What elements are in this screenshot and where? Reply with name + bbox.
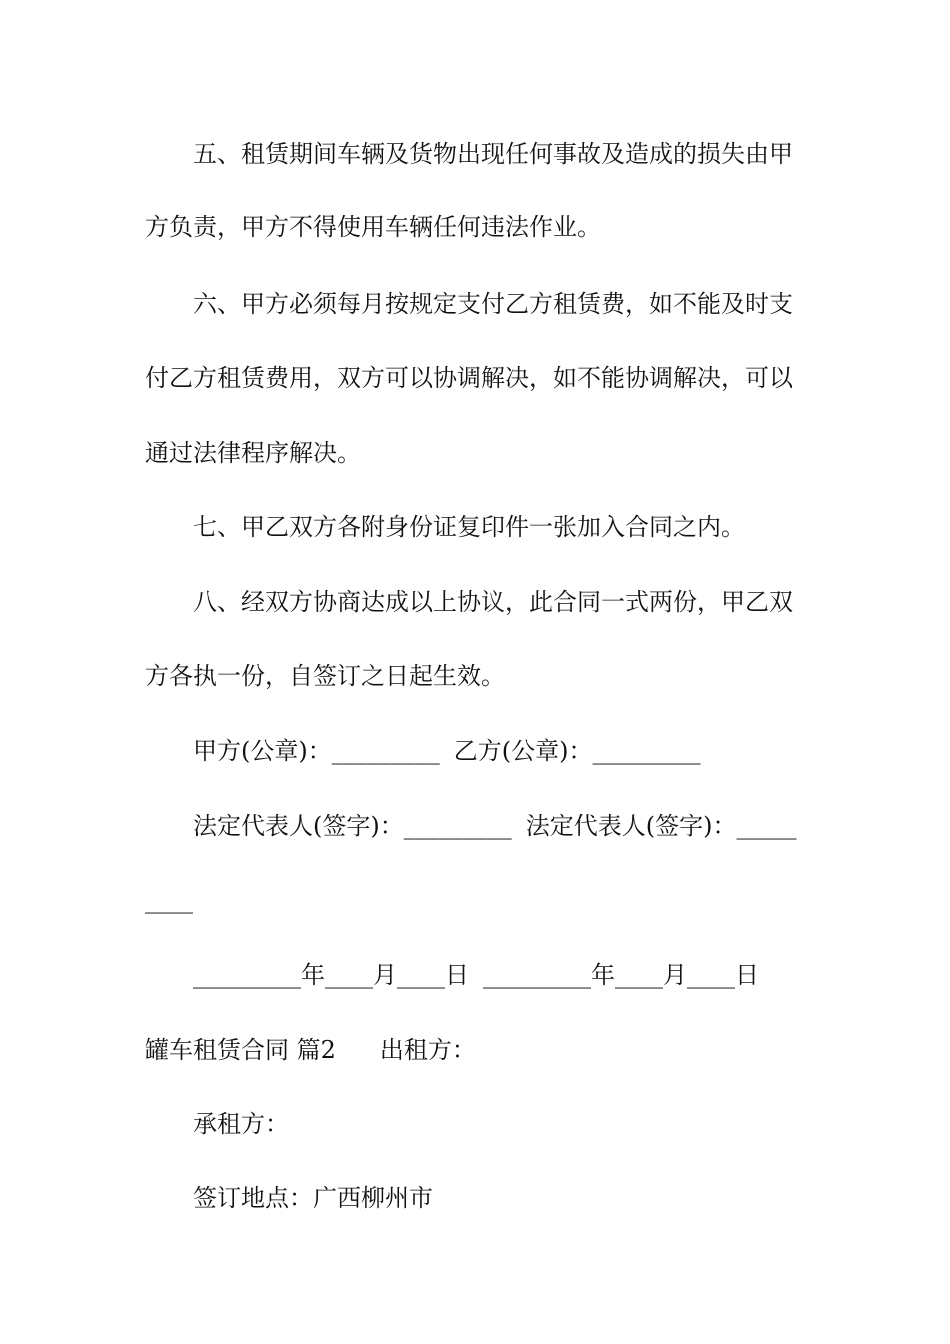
party-b-representative: 法定代表人(签字)：_____ [525,812,797,840]
clause-7-line-1: 七、甲乙双方各附身份证复印件一张加入合同之内。 [193,513,745,541]
clause-6-line-2: 付乙方租赁费用，双方可以协调解决，如不能协调解决，可以 [145,364,793,392]
lessee-label: 承租方： [193,1110,289,1138]
party-a-date: _________年____月____日 [193,961,469,989]
clause-8-line-1: 八、经双方协商达成以上协议，此合同一式两份，甲乙双 [193,588,793,616]
party-a-representative: 法定代表人(签字)：_________ [193,812,512,840]
party-b-seal: 乙方(公章)：_________ [453,737,701,765]
party-a-seal: 甲方(公章)：_________ [193,737,440,765]
section-2-heading: 罐车租赁合同 篇2 [145,1036,336,1064]
clause-6-line-1: 六、甲方必须每月按规定支付乙方租赁费，如不能及时支 [193,290,793,318]
date-row [193,959,863,991]
clause-5-line-2: 方负责，甲方不得使用车辆任何违法作业。 [145,213,601,241]
party-b-date: _________年____月____日 [483,961,759,989]
clause-6-line-3: 通过法律程序解决。 [145,439,361,467]
clause-5-line-1: 五、租赁期间车辆及货物出现任何事故及造成的损失由甲 [193,140,793,168]
signing-place: 签订地点：广西柳州市 [193,1184,433,1212]
seal-row [193,735,863,767]
representative-row-continuation: ____ [145,886,193,914]
representative-row [193,810,863,842]
lessor-label: 出租方： [379,1036,476,1064]
section-2-heading-row [145,1034,815,1066]
clause-8-line-2: 方各执一份，自签订之日起生效。 [145,662,505,690]
